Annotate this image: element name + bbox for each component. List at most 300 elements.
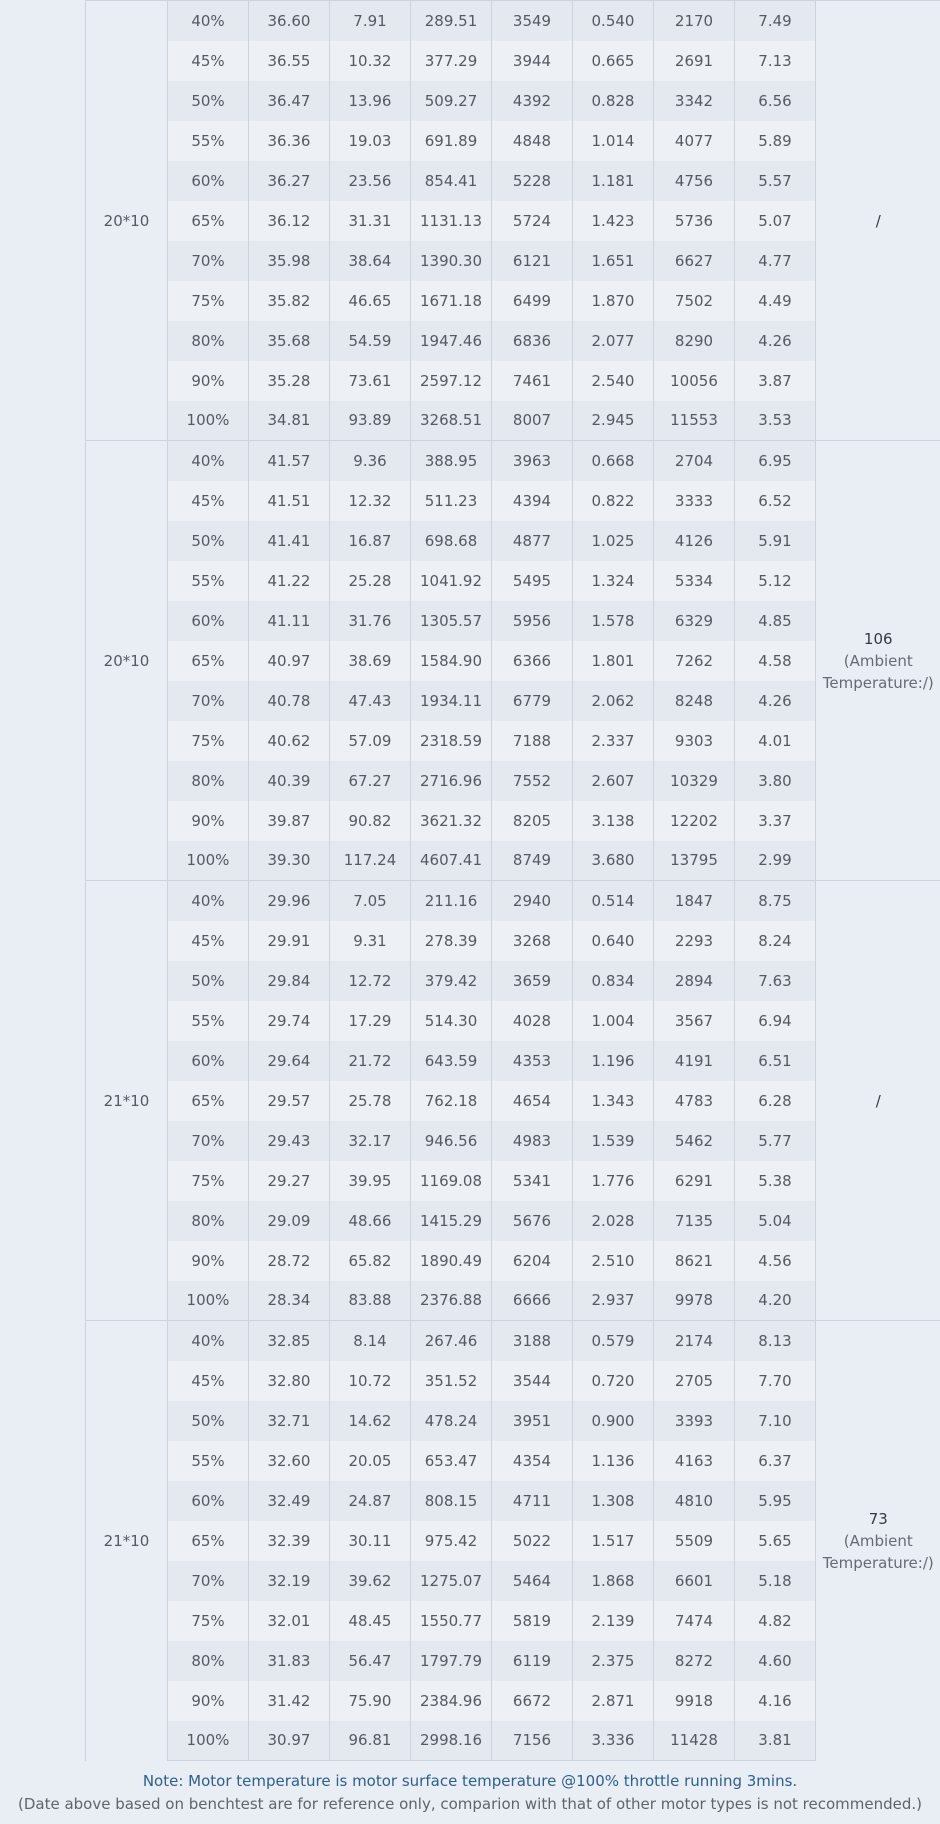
voltage-cell: 31.83 [249,1641,330,1681]
torque-cell: 7135 [654,1201,735,1241]
power-cell: 1947.46 [411,321,492,361]
current-cell: 9.31 [330,921,411,961]
current-cell: 10.72 [330,1361,411,1401]
efficiency-cell: 4.56 [735,1241,816,1281]
temperature-value: 106 [863,629,893,648]
rpm-cell: 8007 [492,401,573,441]
throttle-cell: 55% [168,121,249,161]
thrust-cell: 2.062 [573,681,654,721]
power-cell: 808.15 [411,1481,492,1521]
thrust-cell: 0.822 [573,481,654,521]
throttle-cell: 75% [168,281,249,321]
power-cell: 509.27 [411,81,492,121]
efficiency-cell: 5.12 [735,561,816,601]
throttle-cell: 100% [168,1281,249,1321]
current-cell: 12.32 [330,481,411,521]
table-row [86,1161,940,1201]
efficiency-cell: 7.13 [735,41,816,81]
efficiency-cell: 8.75 [735,881,816,921]
current-cell: 20.05 [330,1441,411,1481]
table-row [86,81,940,121]
current-cell: 24.87 [330,1481,411,1521]
current-cell: 31.31 [330,201,411,241]
current-cell: 57.09 [330,721,411,761]
current-cell: 48.45 [330,1601,411,1641]
voltage-cell: 32.49 [249,1481,330,1521]
voltage-cell: 29.43 [249,1121,330,1161]
throttle-cell: 90% [168,361,249,401]
thrust-cell: 1.776 [573,1161,654,1201]
thrust-cell: 1.801 [573,641,654,681]
current-cell: 56.47 [330,1641,411,1681]
table-row [86,121,940,161]
voltage-cell: 41.11 [249,601,330,641]
thrust-cell: 1.196 [573,1041,654,1081]
thrust-cell: 1.423 [573,201,654,241]
motor-temperature-cell [816,1321,940,1761]
current-cell: 10.32 [330,41,411,81]
rpm-cell: 7188 [492,721,573,761]
table-row [86,1401,940,1441]
performance-table [85,0,940,1761]
torque-cell: 4191 [654,1041,735,1081]
thrust-cell: 0.640 [573,921,654,961]
table-row [86,1481,940,1521]
voltage-cell: 35.68 [249,321,330,361]
thrust-cell: 0.668 [573,441,654,481]
torque-cell: 9918 [654,1681,735,1721]
throttle-cell: 50% [168,1401,249,1441]
rpm-cell: 5341 [492,1161,573,1201]
current-cell: 32.17 [330,1121,411,1161]
thrust-cell: 0.514 [573,881,654,921]
voltage-cell: 29.27 [249,1161,330,1201]
rpm-cell: 3544 [492,1361,573,1401]
thrust-cell: 2.139 [573,1601,654,1641]
power-cell: 1934.11 [411,681,492,721]
throttle-cell: 50% [168,961,249,1001]
table-row [86,481,940,521]
voltage-cell: 39.87 [249,801,330,841]
current-cell: 30.11 [330,1521,411,1561]
rpm-cell: 4354 [492,1441,573,1481]
rpm-cell: 5724 [492,201,573,241]
table-row [86,1081,940,1121]
torque-cell: 7262 [654,641,735,681]
throttle-cell: 90% [168,1241,249,1281]
thrust-cell: 1.136 [573,1441,654,1481]
current-cell: 14.62 [330,1401,411,1441]
thrust-cell: 1.870 [573,281,654,321]
table-row [86,361,940,401]
rpm-cell: 4028 [492,1001,573,1041]
current-cell: 17.29 [330,1001,411,1041]
table-row [86,721,940,761]
torque-cell: 2174 [654,1321,735,1361]
table-row [86,1001,940,1041]
table-body [86,1,940,1761]
torque-cell: 3567 [654,1001,735,1041]
power-cell: 3621.32 [411,801,492,841]
efficiency-cell: 3.87 [735,361,816,401]
current-cell: 12.72 [330,961,411,1001]
table-row [86,641,940,681]
throttle-cell: 60% [168,161,249,201]
power-cell: 514.30 [411,1001,492,1041]
voltage-cell: 32.19 [249,1561,330,1601]
torque-cell: 3333 [654,481,735,521]
throttle-cell: 55% [168,1001,249,1041]
rpm-cell: 6779 [492,681,573,721]
efficiency-cell: 4.16 [735,1681,816,1721]
efficiency-cell: 5.18 [735,1561,816,1601]
rpm-cell: 3268 [492,921,573,961]
throttle-cell: 70% [168,681,249,721]
throttle-cell: 80% [168,321,249,361]
voltage-cell: 35.28 [249,361,330,401]
throttle-cell: 60% [168,1481,249,1521]
torque-cell: 13795 [654,841,735,881]
ambient-temperature-label: (Ambient Temperature:/) [822,1531,934,1572]
table-row [86,1201,940,1241]
thrust-cell: 3.138 [573,801,654,841]
thrust-cell: 1.868 [573,1561,654,1601]
power-cell: 1390.30 [411,241,492,281]
thrust-cell: 0.540 [573,1,654,41]
current-cell: 90.82 [330,801,411,841]
voltage-cell: 40.62 [249,721,330,761]
rpm-cell: 8749 [492,841,573,881]
power-cell: 3268.51 [411,401,492,441]
efficiency-cell: 4.26 [735,321,816,361]
efficiency-cell: 4.49 [735,281,816,321]
voltage-cell: 32.80 [249,1361,330,1401]
current-cell: 13.96 [330,81,411,121]
voltage-cell: 39.30 [249,841,330,881]
thrust-cell: 0.579 [573,1321,654,1361]
throttle-cell: 70% [168,241,249,281]
rpm-cell: 3549 [492,1,573,41]
efficiency-cell: 4.20 [735,1281,816,1321]
footnote-line-1: Note: Motor temperature is motor surface temperature @100% throttle running 3mins. [142,1772,798,1790]
thrust-cell: 2.945 [573,401,654,441]
efficiency-cell: 6.52 [735,481,816,521]
throttle-cell: 70% [168,1561,249,1601]
table-row [86,681,940,721]
thrust-cell: 1.324 [573,561,654,601]
thrust-cell: 3.336 [573,1721,654,1761]
torque-cell: 6627 [654,241,735,281]
ambient-temperature-label: (Ambient Temperature:/) [822,651,934,692]
efficiency-cell: 3.53 [735,401,816,441]
rpm-cell: 6836 [492,321,573,361]
throttle-cell: 40% [168,1321,249,1361]
thrust-cell: 0.665 [573,41,654,81]
power-cell: 2998.16 [411,1721,492,1761]
current-cell: 7.05 [330,881,411,921]
thrust-cell: 1.651 [573,241,654,281]
current-cell: 16.87 [330,521,411,561]
throttle-cell: 65% [168,1081,249,1121]
power-cell: 1275.07 [411,1561,492,1601]
torque-cell: 9978 [654,1281,735,1321]
power-cell: 1671.18 [411,281,492,321]
throttle-cell: 45% [168,1361,249,1401]
current-cell: 23.56 [330,161,411,201]
thrust-cell: 2.375 [573,1641,654,1681]
torque-cell: 5334 [654,561,735,601]
power-cell: 511.23 [411,481,492,521]
rpm-cell: 3963 [492,441,573,481]
rpm-cell: 5956 [492,601,573,641]
power-cell: 1041.92 [411,561,492,601]
rpm-cell: 4392 [492,81,573,121]
rpm-cell: 7461 [492,361,573,401]
voltage-cell: 35.98 [249,241,330,281]
rpm-cell: 7552 [492,761,573,801]
torque-cell: 4783 [654,1081,735,1121]
rpm-cell: 8205 [492,801,573,841]
voltage-cell: 30.97 [249,1721,330,1761]
table-row [86,761,940,801]
thrust-cell: 0.834 [573,961,654,1001]
voltage-cell: 40.78 [249,681,330,721]
power-cell: 762.18 [411,1081,492,1121]
temperature-value: / [875,1091,881,1110]
throttle-cell: 45% [168,921,249,961]
power-cell: 1415.29 [411,1201,492,1241]
efficiency-cell: 8.24 [735,921,816,961]
voltage-cell: 29.96 [249,881,330,921]
efficiency-cell: 8.13 [735,1321,816,1361]
thrust-cell: 1.014 [573,121,654,161]
table-row [86,441,940,481]
voltage-cell: 29.09 [249,1201,330,1241]
voltage-cell: 29.84 [249,961,330,1001]
thrust-cell: 3.680 [573,841,654,881]
throttle-cell: 75% [168,1161,249,1201]
current-cell: 96.81 [330,1721,411,1761]
torque-cell: 1847 [654,881,735,921]
power-cell: 278.39 [411,921,492,961]
current-cell: 54.59 [330,321,411,361]
rpm-cell: 2940 [492,881,573,921]
efficiency-cell: 4.77 [735,241,816,281]
thrust-cell: 1.025 [573,521,654,561]
thrust-cell: 2.337 [573,721,654,761]
rpm-cell: 6121 [492,241,573,281]
motor-temperature-cell [816,1,940,441]
power-cell: 1169.08 [411,1161,492,1201]
torque-cell: 10329 [654,761,735,801]
rpm-cell: 4877 [492,521,573,561]
torque-cell: 8290 [654,321,735,361]
torque-cell: 7474 [654,1601,735,1641]
power-cell: 2384.96 [411,1681,492,1721]
torque-cell: 2293 [654,921,735,961]
rpm-cell: 6204 [492,1241,573,1281]
torque-cell: 8248 [654,681,735,721]
voltage-cell: 41.51 [249,481,330,521]
throttle-cell: 70% [168,1121,249,1161]
current-cell: 21.72 [330,1041,411,1081]
efficiency-cell: 3.37 [735,801,816,841]
table-row [86,1601,940,1641]
efficiency-cell: 4.01 [735,721,816,761]
torque-cell: 11428 [654,1721,735,1761]
torque-cell: 4810 [654,1481,735,1521]
current-cell: 83.88 [330,1281,411,1321]
power-cell: 643.59 [411,1041,492,1081]
table-row [86,1281,940,1321]
thrust-cell: 1.343 [573,1081,654,1121]
current-cell: 93.89 [330,401,411,441]
footnote-line-2: (Date above based on benchtest are for reference only, comparion with that of other motor types is not recommended.) [17,1795,922,1813]
efficiency-cell: 4.58 [735,641,816,681]
efficiency-cell: 5.89 [735,121,816,161]
temperature-value: 73 [868,1509,888,1528]
voltage-cell: 41.57 [249,441,330,481]
efficiency-cell: 5.07 [735,201,816,241]
table-row [86,241,940,281]
thrust-cell: 0.900 [573,1401,654,1441]
temperature-value: / [875,211,881,230]
torque-cell: 6329 [654,601,735,641]
voltage-cell: 34.81 [249,401,330,441]
voltage-cell: 36.47 [249,81,330,121]
torque-cell: 4163 [654,1441,735,1481]
thrust-cell: 2.540 [573,361,654,401]
voltage-cell: 32.60 [249,1441,330,1481]
torque-cell: 8621 [654,1241,735,1281]
prop-size-cell: 20*10 [86,1,168,441]
efficiency-cell: 6.51 [735,1041,816,1081]
power-cell: 211.16 [411,881,492,921]
throttle-cell: 50% [168,81,249,121]
voltage-cell: 36.55 [249,41,330,81]
rpm-cell: 4394 [492,481,573,521]
efficiency-cell: 4.60 [735,1641,816,1681]
voltage-cell: 32.85 [249,1321,330,1361]
motor-temperature-cell [816,881,940,1321]
voltage-cell: 40.97 [249,641,330,681]
table-row [86,1041,940,1081]
throttle-cell: 100% [168,401,249,441]
current-cell: 73.61 [330,361,411,401]
rpm-cell: 4353 [492,1041,573,1081]
rpm-cell: 5495 [492,561,573,601]
power-cell: 1305.57 [411,601,492,641]
voltage-cell: 36.36 [249,121,330,161]
rpm-cell: 4983 [492,1121,573,1161]
torque-cell: 7502 [654,281,735,321]
rpm-cell: 5022 [492,1521,573,1561]
voltage-cell: 36.27 [249,161,330,201]
voltage-cell: 32.01 [249,1601,330,1641]
thrust-cell: 2.871 [573,1681,654,1721]
thrust-cell: 1.578 [573,601,654,641]
table-row [86,801,940,841]
voltage-cell: 40.39 [249,761,330,801]
table-row [86,1521,940,1561]
rpm-cell: 4654 [492,1081,573,1121]
throttle-cell: 75% [168,721,249,761]
power-cell: 1797.79 [411,1641,492,1681]
throttle-cell: 90% [168,801,249,841]
thrust-cell: 1.517 [573,1521,654,1561]
power-cell: 377.29 [411,41,492,81]
current-cell: 8.14 [330,1321,411,1361]
table-row [86,1441,940,1481]
power-cell: 4607.41 [411,841,492,881]
efficiency-cell: 5.38 [735,1161,816,1201]
throttle-cell: 90% [168,1681,249,1721]
efficiency-cell: 6.28 [735,1081,816,1121]
torque-cell: 4126 [654,521,735,561]
voltage-cell: 31.42 [249,1681,330,1721]
throttle-cell: 80% [168,761,249,801]
thrust-cell: 1.308 [573,1481,654,1521]
torque-cell: 4077 [654,121,735,161]
torque-cell: 9303 [654,721,735,761]
efficiency-cell: 5.57 [735,161,816,201]
throttle-cell: 40% [168,1,249,41]
efficiency-cell: 5.91 [735,521,816,561]
voltage-cell: 29.91 [249,921,330,961]
torque-cell: 6291 [654,1161,735,1201]
current-cell: 47.43 [330,681,411,721]
voltage-cell: 29.64 [249,1041,330,1081]
efficiency-cell: 7.63 [735,961,816,1001]
efficiency-cell: 6.37 [735,1441,816,1481]
table-row [86,201,940,241]
voltage-cell: 28.72 [249,1241,330,1281]
efficiency-cell: 2.99 [735,841,816,881]
power-cell: 854.41 [411,161,492,201]
current-cell: 117.24 [330,841,411,881]
rpm-cell: 3944 [492,41,573,81]
thrust-cell: 2.077 [573,321,654,361]
current-cell: 7.91 [330,1,411,41]
table-row [86,921,940,961]
power-cell: 379.42 [411,961,492,1001]
table-row [86,841,940,881]
throttle-cell: 55% [168,561,249,601]
throttle-cell: 100% [168,841,249,881]
rpm-cell: 6672 [492,1681,573,1721]
power-cell: 691.89 [411,121,492,161]
throttle-cell: 50% [168,521,249,561]
thrust-cell: 0.828 [573,81,654,121]
table-row [86,601,940,641]
current-cell: 9.36 [330,441,411,481]
power-cell: 946.56 [411,1121,492,1161]
prop-size-cell: 21*10 [86,1321,168,1761]
torque-cell: 3342 [654,81,735,121]
thrust-cell: 2.607 [573,761,654,801]
current-cell: 65.82 [330,1241,411,1281]
current-cell: 19.03 [330,121,411,161]
power-cell: 351.52 [411,1361,492,1401]
power-cell: 388.95 [411,441,492,481]
throttle-cell: 75% [168,1601,249,1641]
thrust-cell: 1.181 [573,161,654,201]
throttle-cell: 45% [168,41,249,81]
table-row [86,1321,940,1361]
throttle-cell: 60% [168,601,249,641]
efficiency-cell: 6.94 [735,1001,816,1041]
torque-cell: 5462 [654,1121,735,1161]
